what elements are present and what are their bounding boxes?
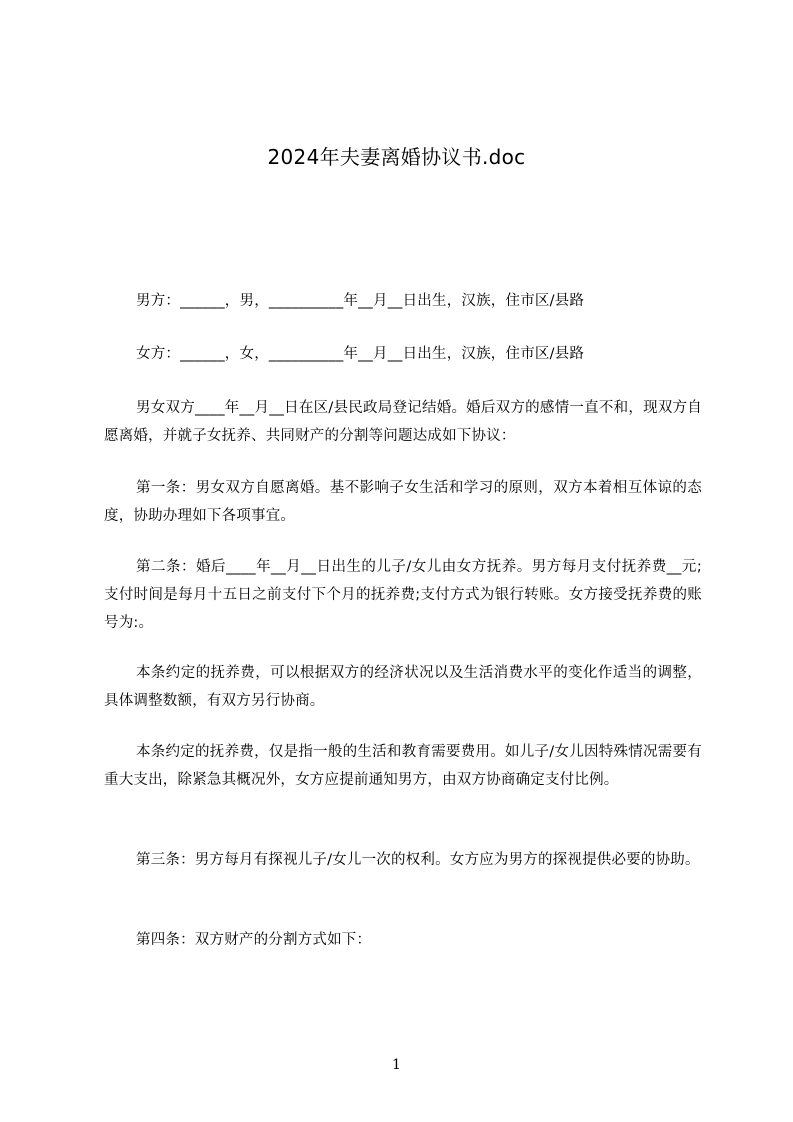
paragraph-wife-info: 女方：______，女，__________年__月__日出生，汉族，住市区/县路 xyxy=(136,346,585,362)
paragraph-support-scope: 本条约定的抚养费，仅是指一般的生活和教育需要费用。如儿子/女儿因特殊情况需要有重大支出，除紧急其概况外，女方应提前通知男方，由双方协商确定支付比例。 xyxy=(104,744,702,788)
paragraph-support-adjustment: 本条约定的抚养费，可以根据双方的经济状况以及生活消费水平的变化作适当的调整，具体调整数额，有双方另行协商。 xyxy=(104,665,702,709)
paragraph-article-1: 第一条：男女双方自愿离婚。基不影响子女生活和学习的原则，双方本着相互体谅的态度，协助办理如下各项事宜。 xyxy=(104,480,702,524)
paragraph-article-2: 第二条：婚后____年__月__日出生的儿子/女儿由女方抚养。男方每月支付抚养费__元;支付时间是每月十五日之前支付下个月的抚养费;支付方式为银行转账。女方接受抚养费的账号为:。 xyxy=(104,559,702,631)
paragraph-article-4: 第四条：双方财产的分割方式如下： xyxy=(136,932,372,948)
page-number: 1 xyxy=(392,1057,401,1073)
document-title: 2024年夫妻离婚协议书.doc xyxy=(267,145,526,169)
paragraph-marriage-intro: 男女双方____年__月__日在区/县民政局登记结婚。婚后双方的感情一直不和，现双方自愿离婚，并就子女抚养、共同财产的分割等问题达成如下协议： xyxy=(104,400,702,444)
paragraph-husband-info: 男方：______，男，__________年__月__日出生，汉族，住市区/县路 xyxy=(136,293,585,309)
paragraph-article-3: 第三条：男方每月有探视儿子/女儿一次的权利。女方应为男方的探视提供必要的协助。 xyxy=(136,852,700,868)
